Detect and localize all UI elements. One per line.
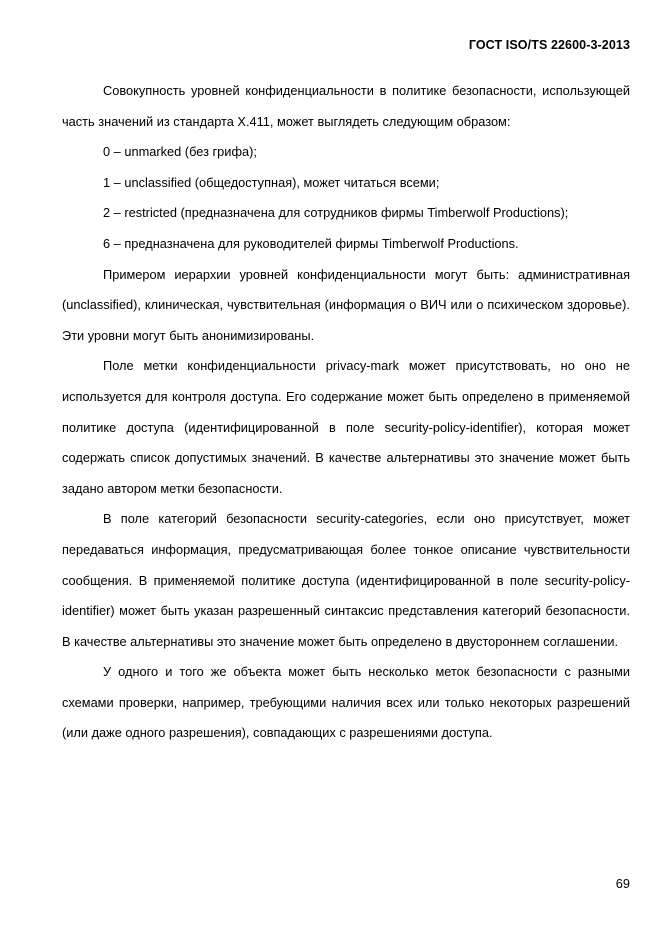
paragraph-intro: Совокупность уровней конфиденциальности в политике безопасности, использующей часть значений из стандарта X.411, может выглядеть следующим образом: [62,83,630,129]
document-header: ГОСТ ISO/TS 22600-3-2013 [468,38,630,52]
list-item-level-0: 0 – unmarked (без грифа); [103,144,257,160]
paragraph-hierarchy-example: Примером иерархии уровней конфиденциальности могут быть: административная (unclassified), клиническая, чувствительная (информация о ВИЧ или о психическом здоровье). Эти уровни могут быть анонимизированы. [62,266,630,343]
list-item-level-1: 1 – unclassified (общедоступная), может читаться всеми; [103,174,440,190]
page-number: 69 [615,876,630,891]
paragraph-privacy-mark: Поле метки конфиденциальности privacy-mark может присутствовать, но оно не используется для контроля доступа. Его содержание может быть определено в применяемой политике доступа (идентифицированной в поле security-policy-identifier), которая может содержать список допустимых значений. В качестве альтернативы это значение может быть задано автором метки безопасности. [62,358,630,496]
document-body [62,76,630,749]
paragraph-security-categories: В поле категорий безопасности security-categories, если оно присутствует, может передаваться информация, предусматривающая более тонкое описание чувствительности сообщения. В применяемой политике доступа (идентифицированной в поле security-policy-identifier) может быть указан разрешенный синтаксис представления категорий безопасности. В качестве альтернативы это значение может быть определено в двустороннем соглашении. [62,511,630,649]
list-item-level-2: 2 – restricted (предназначена для сотрудников фирмы Timberwolf Productions); [103,205,569,221]
list-item-level-6: 6 – предназначена для руководителей фирмы Timberwolf Productions. [103,235,519,251]
paragraph-multiple-labels: У одного и того же объекта может быть несколько меток безопасности с разными схемами проверки, например, требующими наличия всех или только некоторых разрешений (или даже одного разрешения), совпадающих с разрешениями доступа. [62,664,630,741]
